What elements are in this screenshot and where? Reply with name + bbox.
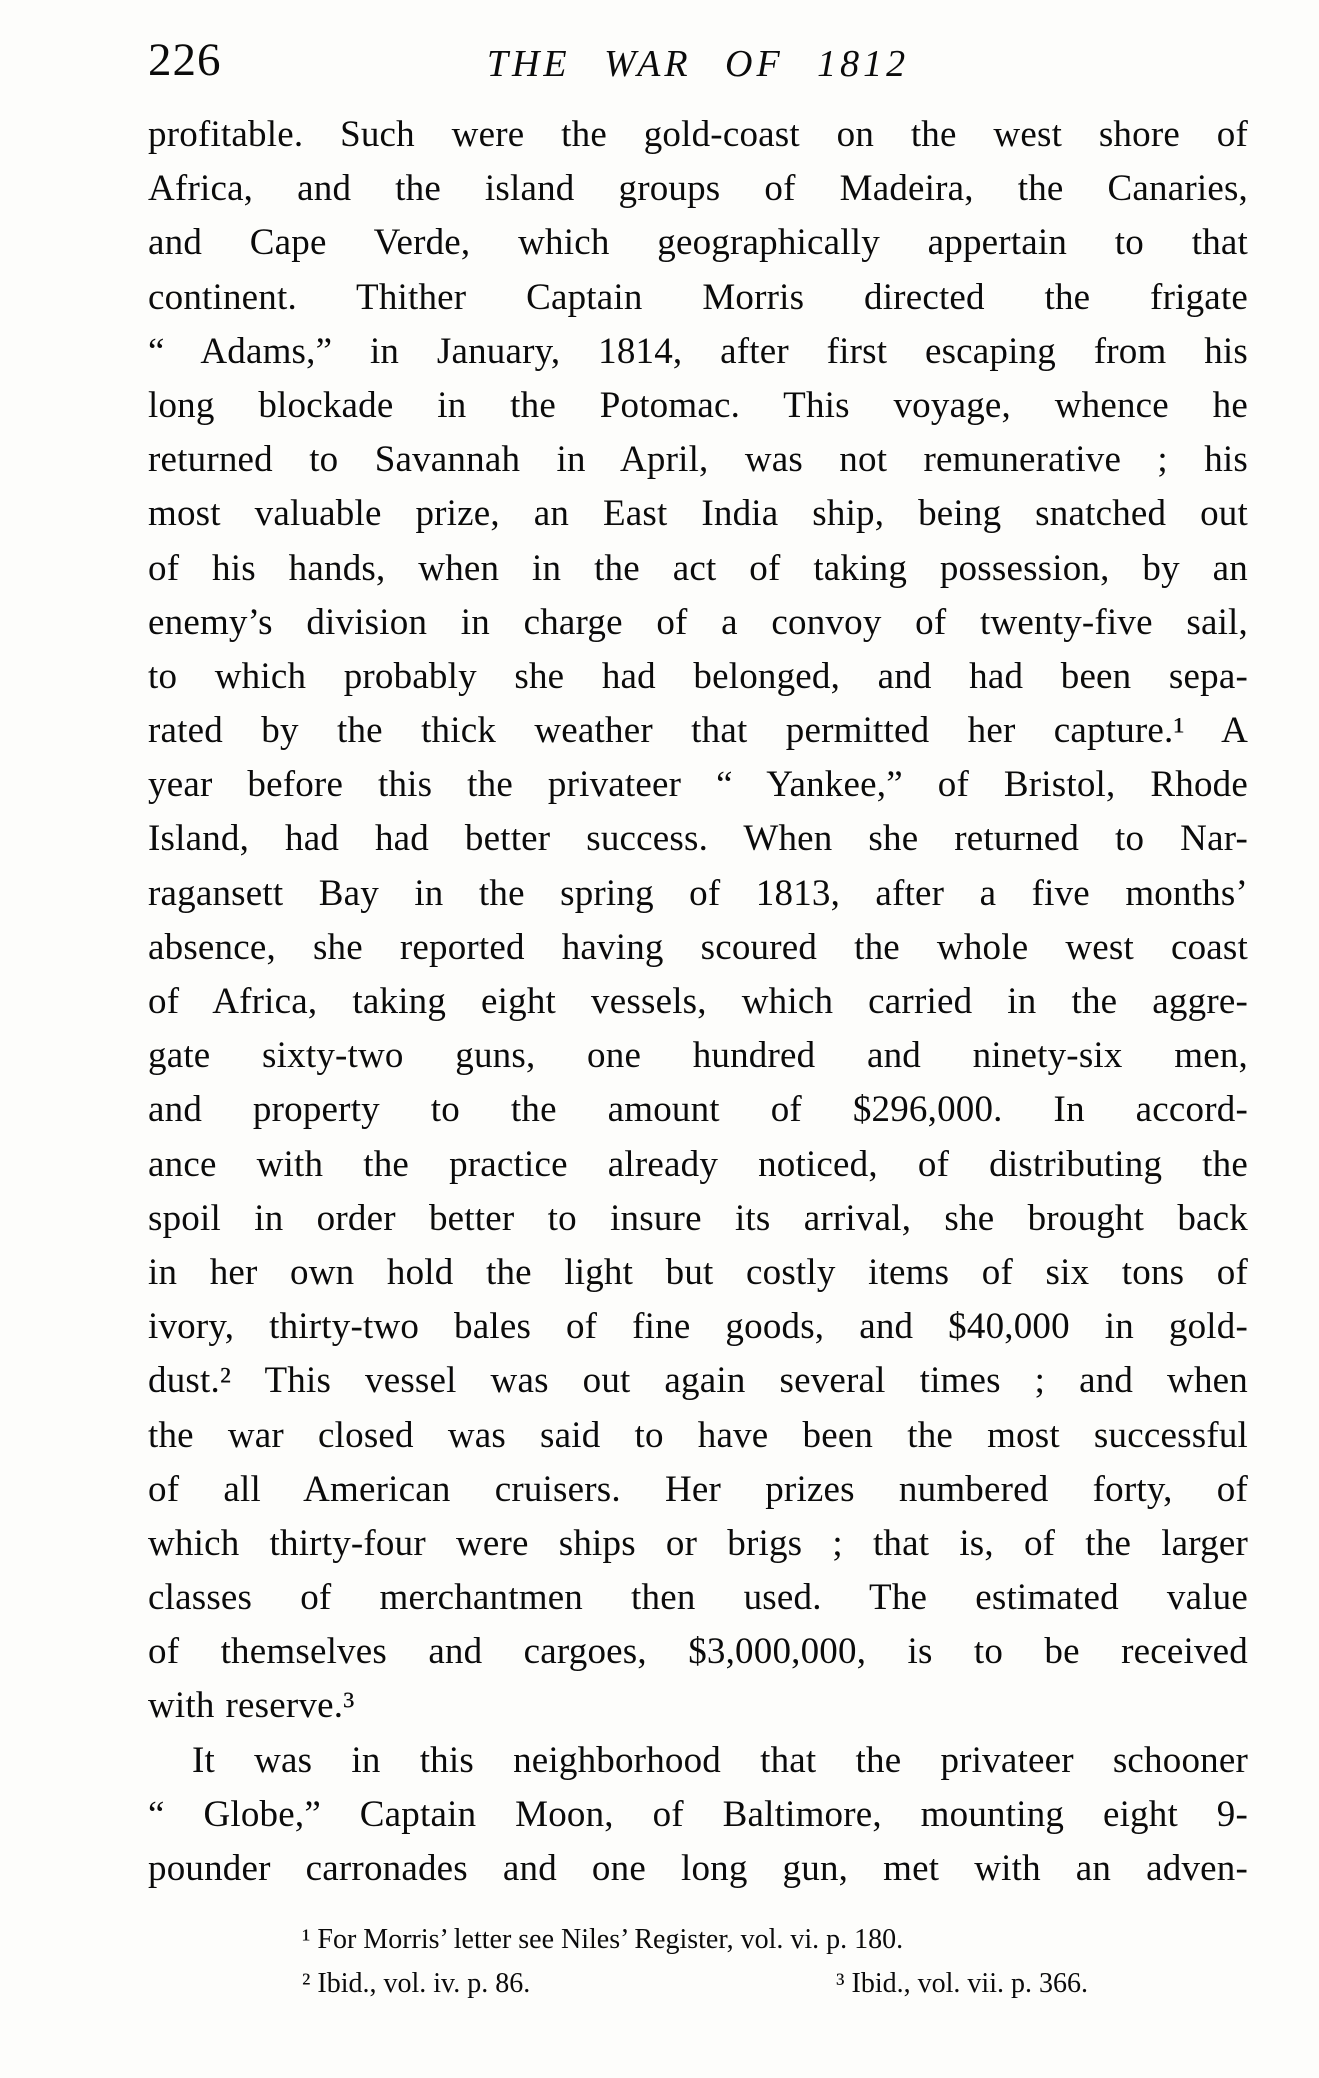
footnotes xyxy=(302,1918,1088,2006)
footnote-1: ¹ For Morris’ letter see Niles’ Register, vol. vi. p. 180. xyxy=(302,1924,904,1956)
text-line: continent. Thither Captain Morris directed the frigate xyxy=(148,276,1248,318)
text-line: classes of merchantmen then used. The estimated value xyxy=(148,1577,1248,1619)
text-line: It was in this neighborhood that the privateer schooner xyxy=(192,1739,1248,1781)
text-column xyxy=(148,34,1248,2006)
text-line: Africa, and the island groups of Madeira, the Canaries, xyxy=(148,168,1248,210)
text-line: ance with the practice already noticed, of distributing the xyxy=(148,1143,1248,1185)
text-line: returned to Savannah in April, was not remunerative ; his xyxy=(148,439,1248,481)
text-line: with reserve.³ xyxy=(148,1685,355,1727)
text-line: “ Adams,” in January, 1814, after first escaping from his xyxy=(148,330,1248,372)
footnote-3: ³ Ibid., vol. vii. p. 366. xyxy=(836,1968,1088,2000)
footnote-row-2 xyxy=(302,1962,1088,2006)
text-line: spoil in order better to insure its arrival, she brought back xyxy=(148,1197,1248,1239)
page-header xyxy=(148,34,1248,86)
text-line: profitable. Such were the gold-coast on the west shore of xyxy=(148,114,1248,155)
text-line: Island, had had better success. When she returned to Nar- xyxy=(148,818,1248,860)
text-line: gate sixty-two guns, one hundred and ninety-six men, xyxy=(148,1035,1248,1077)
text-line: most valuable prize, an East India ship, being snatched out xyxy=(148,493,1248,535)
text-line: which thirty-four were ships or brigs ; that is, of the larger xyxy=(148,1522,1248,1564)
text-line: of all American cruisers. Her prizes numbered forty, of xyxy=(148,1468,1248,1510)
text-line: “ Globe,” Captain Moon, of Baltimore, mounting eight 9- xyxy=(148,1793,1248,1835)
text-line: ragansett Bay in the spring of 1813, after a five months’ xyxy=(148,872,1248,914)
body-text xyxy=(148,108,1248,1896)
footnote-row-1 xyxy=(302,1918,1088,1962)
text-line: rated by the thick weather that permitted her capture.¹ A xyxy=(148,710,1248,752)
text-line: the war closed was said to have been the most successful xyxy=(148,1414,1248,1456)
footnote-2: ² Ibid., vol. iv. p. 86. xyxy=(302,1968,531,2000)
text-line: pounder carronades and one long gun, met with an adven- xyxy=(148,1848,1248,1889)
text-line: long blockade in the Potomac. This voyage, whence he xyxy=(148,384,1248,426)
text-line: to which probably she had belonged, and had been sepa- xyxy=(148,655,1248,697)
text-line: and Cape Verde, which geographically appertain to that xyxy=(148,222,1248,264)
text-line: of themselves and cargoes, $3,000,000, is to be received xyxy=(148,1631,1248,1673)
text-line: absence, she reported having scoured the whole west coast xyxy=(148,926,1248,968)
text-line: and property to the amount of $296,000. In accord- xyxy=(148,1089,1248,1131)
text-line: ivory, thirty-two bales of fine goods, and $40,000 in gold- xyxy=(148,1306,1248,1348)
text-line: dust.² This vessel was out again several times ; and when xyxy=(148,1360,1248,1402)
running-title: THE WAR OF 1812 xyxy=(486,43,910,85)
page-number: 226 xyxy=(148,34,222,86)
text-line: enemy’s division in charge of a convoy of twenty-five sail, xyxy=(148,601,1248,643)
text-line: in her own hold the light but costly items of six tons of xyxy=(148,1251,1248,1293)
text-line: of his hands, when in the act of taking possession, by an xyxy=(148,547,1248,589)
text-line: year before this the privateer “ Yankee,” of Bristol, Rhode xyxy=(148,764,1248,806)
text-line: of Africa, taking eight vessels, which carried in the aggre- xyxy=(148,981,1248,1022)
